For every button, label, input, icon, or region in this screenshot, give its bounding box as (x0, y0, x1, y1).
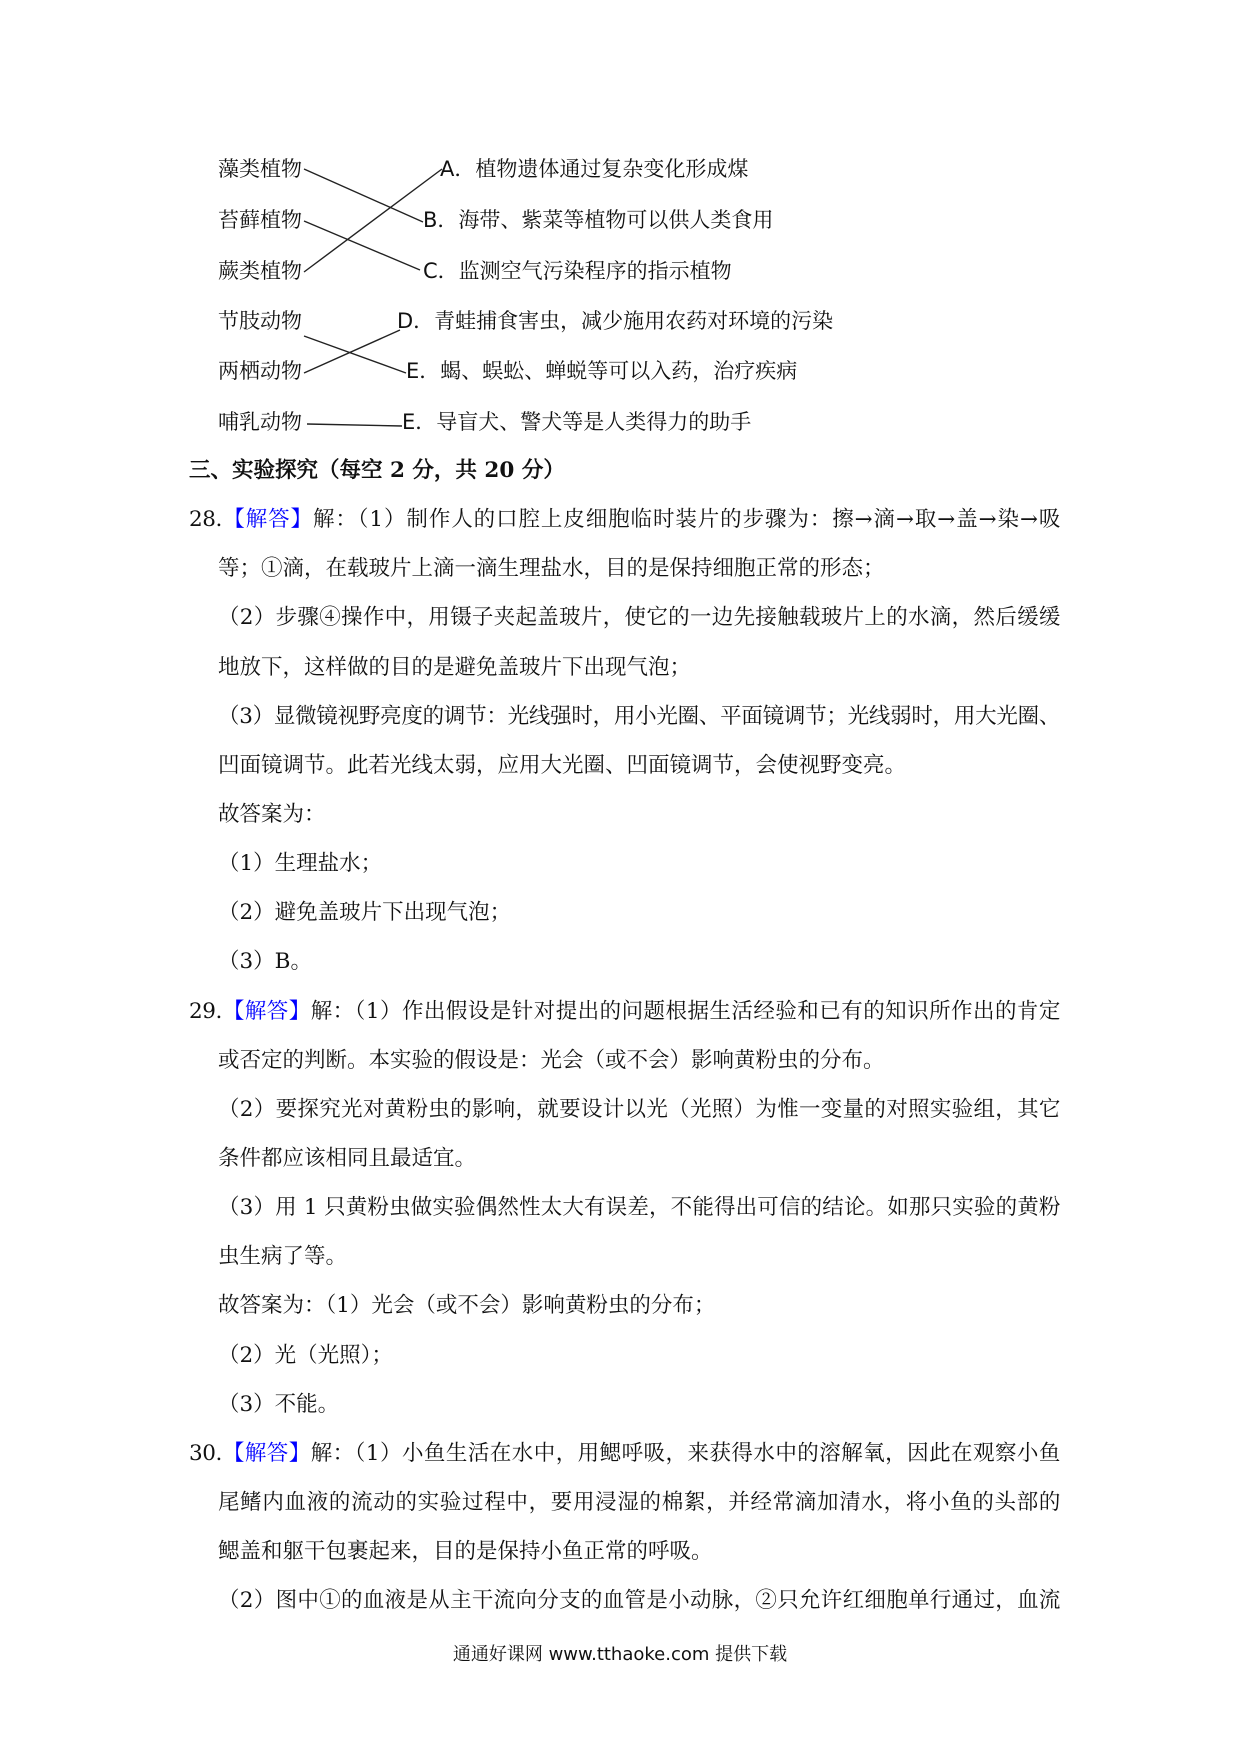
left-item-algae: 藻类植物 (218, 157, 302, 181)
link-mammal-F (307, 424, 402, 426)
q28-answer: （3）B。 (218, 949, 312, 975)
page-footer: 通通好课网 www.tthaoke.com 提供下载 (452, 1644, 788, 1665)
q29-line: （2）要探究光对黄粉虫的影响，就要设计以光（光照）为惟一变量的对照实验组，其它 (218, 1096, 1060, 1122)
q29-text: 解：（1）作出假设是针对提出的问题根据生活经验和已有的知识所作出的肯定 (310, 998, 1060, 1024)
left-item-mammal: 哺乳动物 (218, 410, 302, 434)
right-item-B: B．海带、紫菜等植物可以供人类食用 (423, 208, 774, 232)
link-algae-B (304, 169, 423, 222)
q28-line: （3）显微镜视野亮度的调节：光线强时，用小光圈、平面镜调节；光线弱时，用大光圈、 (218, 703, 1060, 729)
q28-answer: （2）避免盖玻片下出现气泡； (218, 900, 512, 926)
left-item-amphibian: 两栖动物 (218, 359, 302, 383)
section-heading: 三、实验探究（每空 2 分，共 20 分） (189, 458, 565, 483)
q29-answer: （3）不能。 (218, 1391, 340, 1417)
right-item-F: E．导盲犬、警犬等是人类得力的助手 (402, 410, 752, 434)
q29-line: 条件都应该相同且最适宜。 (218, 1145, 477, 1171)
link-arthropod-E (304, 336, 406, 373)
q29-number: 29. (189, 998, 222, 1024)
q28-line: 地放下，这样做的目的是避免盖玻片下出现气泡； (218, 654, 692, 680)
answer-tag: 【解答】 (222, 507, 313, 533)
right-item-A: A．植物遗体通过复杂变化形成煤 (440, 157, 749, 181)
q30-line: （2）图中①的血液是从主干流向分支的血管是小动脉，②只允许红细胞单行通过，血流 (218, 1588, 1060, 1614)
q29-line: （3）用 1 只黄粉虫做实验偶然性太大有误差，不能得出可信的结论。如那只实验的黄粉 (218, 1195, 1060, 1221)
q29-line (189, 987, 1060, 1036)
q28-line: （2）步骤④操作中，用镊子夹起盖玻片，使它的一边先接触载玻片上的水滴，然后缓缓 (218, 605, 1060, 631)
q30-line (189, 1429, 1060, 1478)
q30-line: 鳃盖和躯干包裹起来，目的是保持小鱼正常的呼吸。 (218, 1539, 713, 1565)
q28-answer: （1）生理盐水； (218, 851, 383, 877)
link-amphibian-D (304, 330, 400, 373)
right-item-E: E．蝎、蜈蚣、蝉蜕等可以入药，治疗疾病 (406, 359, 798, 383)
q29-line: 或否定的判断。本实验的假设是：光会（或不会）影响黄粉虫的分布。 (218, 1047, 885, 1073)
q28-number: 28. (189, 507, 222, 533)
left-item-moss: 苔藓植物 (218, 208, 302, 232)
left-item-fern: 蕨类植物 (218, 259, 302, 283)
q28-line (189, 495, 1060, 544)
q30-text: 解：（1）小鱼生活在水中，用鳃呼吸，来获得水中的溶解氧，因此在观察小鱼 (310, 1440, 1060, 1466)
q28-line: 凹面镜调节。此若光线太弱，应用大光圈、凹面镜调节，会使视野变亮。 (218, 752, 907, 778)
q29-answer: （2）光（光照）； (218, 1342, 393, 1368)
q30-line: 尾鳍内血液的流动的实验过程中，要用浸湿的棉絮，并经常滴加清水，将小鱼的头部的 (218, 1489, 1060, 1515)
q29-answer: 故答案为：（1）光会（或不会）影响黄粉虫的分布； (218, 1293, 716, 1319)
answer-body (189, 446, 1060, 1625)
q29-line: 虫生病了等。 (218, 1244, 348, 1270)
left-item-arthropod: 节肢动物 (218, 309, 302, 333)
answer-tag: 【解答】 (222, 1440, 311, 1466)
answer-tag: 【解答】 (222, 998, 311, 1024)
right-item-C: C．监测空气污染程序的指示植物 (423, 259, 732, 283)
q28-line: 等；①滴，在载玻片上滴一滴生理盐水，目的是保持细胞正常的形态； (218, 556, 885, 582)
q30-number: 30. (189, 1440, 222, 1466)
q28-text: 解：（1）制作人的口腔上皮细胞临时装片的步骤为：擦→滴→取→盖→染→吸 (312, 507, 1060, 533)
q28-line: 故答案为： (218, 801, 326, 827)
right-item-D: D．青蛙捕食害虫，减少施用农药对环境的污染 (397, 309, 834, 333)
